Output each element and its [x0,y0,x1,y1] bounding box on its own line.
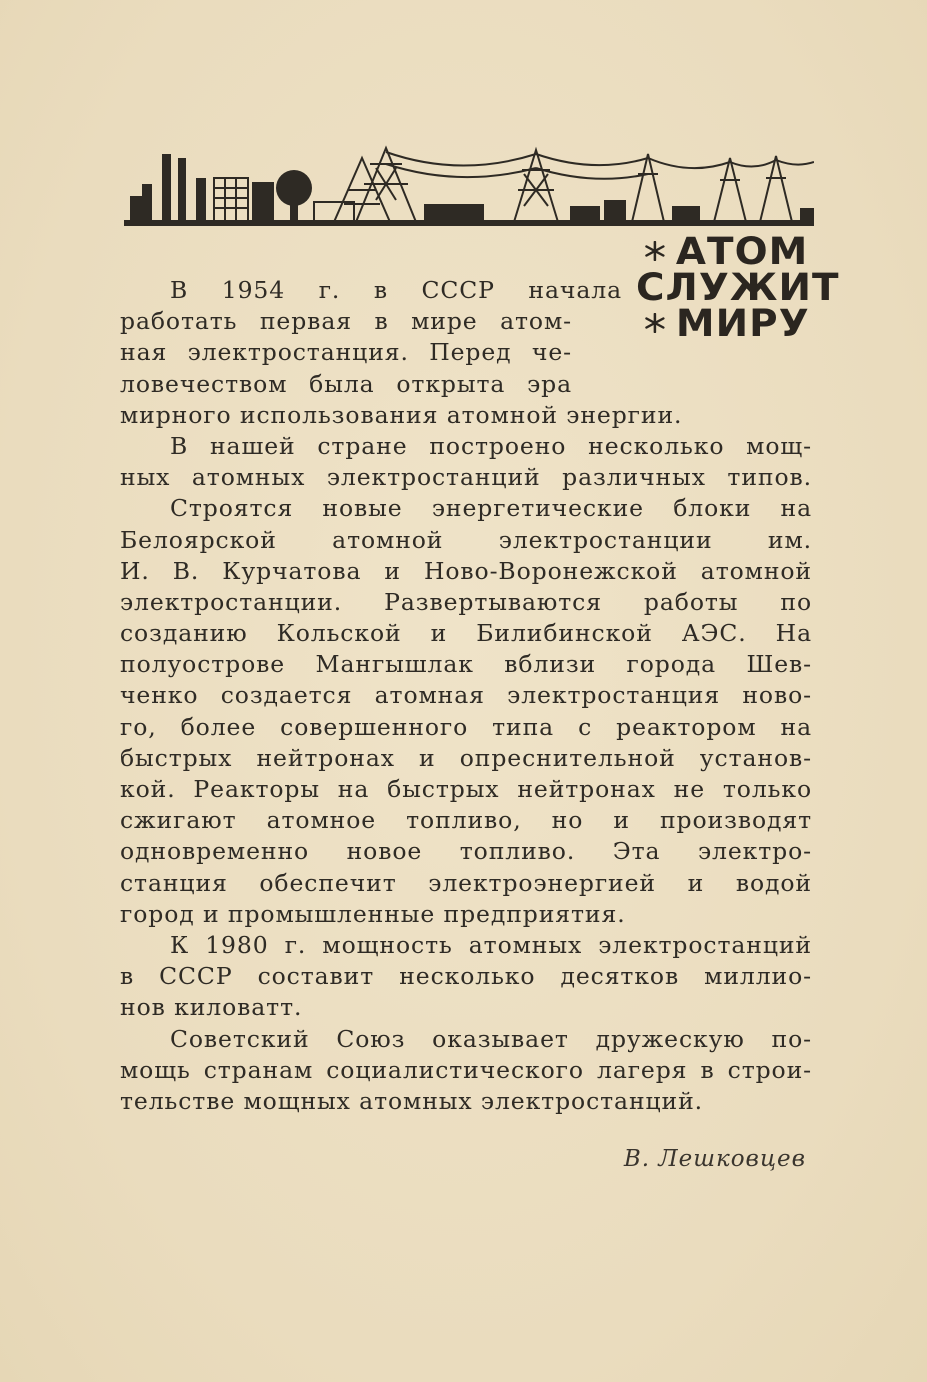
text-line: К 1980 г. мощность атомных электростанций [170,930,812,959]
heading-line-2: СЛУЖИТ [636,266,840,309]
text-line: одновременно новое топливо. Эта электро- [120,837,812,866]
text-line: го, более совершенного типа с реактором на [120,712,812,741]
text-line: работать первая в мире атом- [120,307,572,336]
text-line: И. В. Курчатова и Ново-Воронежской атомной [120,556,812,585]
text-line: тельстве мощных атомных электростанций. [120,1086,704,1115]
text-line: быстрых нейтронах и опреснительной установ- [120,743,812,772]
text-line: город и промышленные предприятия. [120,899,626,928]
text-line: станция обеспечит электроэнергией и водой [120,868,812,897]
text-line: мирного использования атомной энергии. [120,400,683,429]
text-line: ловечеством была открыта эра [120,369,572,398]
text-line: электростанции. Развертываются работы по [120,587,812,616]
text-line: В 1954 г. в СССР начала [170,276,622,304]
text-line: В нашей стране построено несколько мощ- [170,431,812,460]
heading-line-1: АТОМ [675,230,809,273]
heading-line-3: МИРУ [675,302,810,345]
text-line: Советский Союз оказывает дружескую по- [170,1024,812,1053]
text-line: ных атомных электростанций различных типов. [120,463,812,492]
text-line: в СССР составит несколько десятков миллио- [120,962,812,991]
text-line: Белоярской атомной электростанции им. [120,525,812,554]
text-line: Строятся новые энергетические блоки на [170,494,812,523]
text-line: сжигают атомное топливо, но и производят [120,806,812,835]
industrial-skyline-banner [124,144,814,230]
text-line: полуострове Мангышлак вблизи города Шев- [120,650,812,679]
atom-star-icon [644,241,665,261]
text-line: нов киловатт. [120,993,303,1022]
author-signature: В. Лешковцев [623,1146,806,1172]
article-body [120,275,812,1117]
text-line: ная электростанция. Перед че- [120,338,572,367]
text-line: кой. Реакторы на быстрых нейтронах не только [120,775,812,803]
text-line: мощь странам социалистического лагеря в строи- [120,1055,812,1084]
text-line: созданию Кольской и Билибинской АЭС. На [120,619,812,648]
text-line: ченко создается атомная электростанция ново- [120,681,812,710]
